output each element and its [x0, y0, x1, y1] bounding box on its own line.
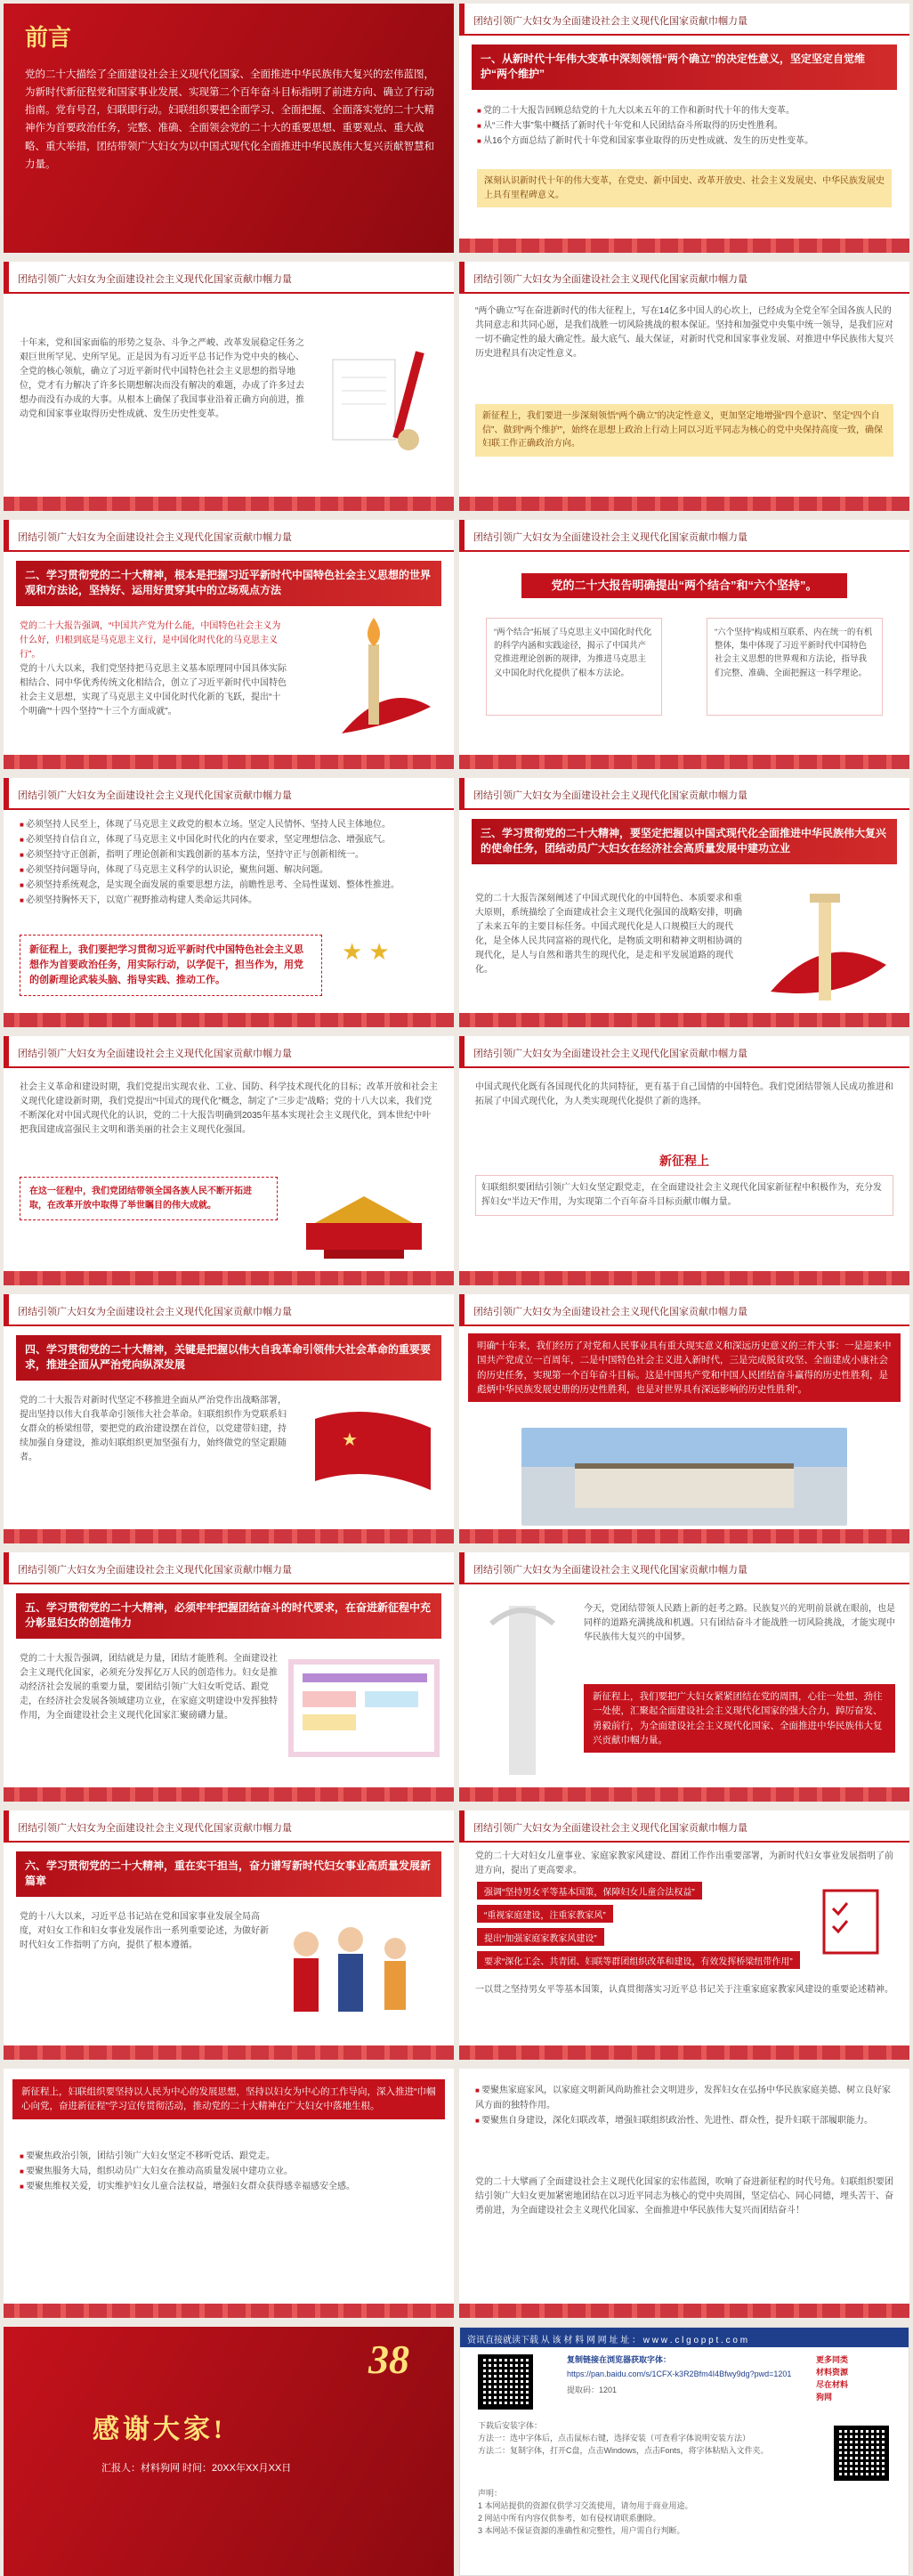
body-text: 十年来，党和国家面临的形势之复杂、斗争之严峻、改革发展稳定任务之艰巨世所罕见、史所罕见。正是因为有习近平总书记作为党中央的核心、全党的核心领航，确立了习近平新时代中国特色社会主义思想的指导地位，党才有力解决了许多长期想解决而没有解决的难题，办成了许多过去想办而没有办成的大事。从根本上确保了我国事业沿着正确方向前进，推动党和国家事业取得历史性成就、发生历史性变革。: [20, 338, 304, 419]
slide-header: 团结引领广大妇女为全面建设社会主义现代化国家贡献巾帼力量: [459, 778, 909, 810]
skyline-decoration: [4, 1013, 454, 1027]
highlight-box: 新征程上，我们要进一步深刻领悟“两个确立”的决定性意义，更加坚定地增强“四个意识”、坚定“四个自信”、做到“两个维护”，始终在思想上政治上行动上同以习近平同志为核心的党中央保持高度一致，确保妇联工作正确政治方向。: [475, 404, 893, 457]
slide-thanks: [4, 2327, 454, 2576]
key-statement-box: 在这一征程中，我们党团结带领全国各族人民不断开拓进取，在改革开放中取得了举世瞩目的伟大成就。: [20, 1177, 278, 1220]
skyline-decoration: [459, 2304, 909, 2318]
skyline-decoration: [4, 1529, 454, 1543]
slide-8: [459, 778, 909, 1027]
thanks-title: 感谢大家!: [93, 2415, 226, 2444]
slide-18: [459, 2069, 909, 2318]
slide-header: 团结引领广大妇女为全面建设社会主义现代化国家贡献巾帼力量: [4, 1552, 454, 1584]
slide-5: [4, 520, 454, 769]
body-text: 党的十八大以来，习近平总书记站在党和国家事业发展全局高度，对妇女工作和妇女事业发展作出一系列重要论述，为做好新时代妇女工作指明了方向，提供了根本遵循。: [20, 1912, 269, 1950]
slide-header: 团结引领广大妇女为全面建设社会主义现代化国家贡献巾帼力量: [4, 520, 454, 552]
slide-9: [4, 1036, 454, 1285]
six-adherences-box: “六个坚持”构成相互联系、内在统一的有机整体，集中体现了习近平新时代中国特色社会主义思想的世界观和方法论，指导我们完整、准确、全面把握这一科学理论。: [707, 618, 883, 716]
svg-text:★: ★: [342, 1430, 358, 1450]
slide-header: 团结引领广大妇女为全面建设社会主义现代化国家贡献巾帼力量: [4, 1810, 454, 1843]
key-point-2: “重视家庭建设，注重家教家风”: [477, 1905, 613, 1923]
ad-panel: [459, 2327, 909, 2576]
column-illustration: [473, 1588, 571, 1784]
section-title: 六、学习贯彻党的二十大精神，重在实干担当，奋力谱写新时代妇女事业高质量发展新篇章: [16, 1851, 441, 1897]
skyline-decoration: [4, 2045, 454, 2060]
skyline-decoration: [459, 1529, 909, 1543]
font-download-link[interactable]: https://pan.baidu.com/s/1CFX-k3R2Bfm4I4Bfwy9dg?pwd=1201: [567, 2369, 792, 2378]
slide-13: [4, 1552, 454, 1802]
slide-header: 团结引领广大妇女为全面建设社会主义现代化国家贡献巾帼力量: [4, 1294, 454, 1326]
skyline-decoration: [459, 239, 909, 253]
bullet-list: ■ 要聚焦家庭家风，以家庭文明新风尚助推社会文明进步，发挥妇女在弘扬中华民族家庭美德、树立良好家风方面的独特作用。 ■ 要聚焦自身建设，深化妇联改革，增强妇联组织政治性、先进性、群众性，提升妇联干部履职能力。: [475, 2083, 893, 2128]
highlight-box: 深刻认识新时代十年的伟大变革，在党史、新中国史、改革开放史、社会主义发展史、中华民族发展史上具有里程碑意义。: [477, 169, 892, 207]
combination-title: 党的二十大报告明确提出“两个结合”和“六个坚持”。: [521, 573, 847, 598]
red-statement-bar: 新征程上，我们要把广大妇女紧紧团结在党的周围，心往一处想、劲往一处使，汇聚起全面建设社会主义现代化国家的强大合力，踔厉奋发、勇毅前行，为全面建设社会主义现代化国家、全面推进中华民族伟大复兴贡献巾帼力量。: [584, 1684, 895, 1753]
foreword-body: 党的二十大描绘了全面建设社会主义现代化国家、全面推进中华民族伟大复兴的宏伟蓝图，为新时代新征程党和国家事业发展、实现第二个百年奋斗目标指明了前进方向、确立了行动指南。党有号召，妇联即行动。妇联组织要把全面学习、全面把握、全面落实党的二十大精神作为首要政治任务，完整、准确、全面领会党的二十大的重要思想、重要观点、重大战略、重大举措，团结带领广大妇女为以中国式现代化全面推进中华民族伟大复兴贡献智慧和力量。: [25, 69, 434, 170]
slide-header: 团结引领广大妇女为全面建设社会主义现代化国家贡献巾帼力量: [459, 1294, 909, 1326]
skyline-decoration: [459, 1787, 909, 1802]
red-quote-bar: 明确“十年来，我们经历了对党和人民事业具有重大现实意义和深远历史意义的三件大事：一是迎来中国共产党成立一百周年，二是中国特色社会主义进入新时代，三是完成脱贫攻坚、全面建成小康社会的历史任务，实现第一个百年奋斗目标。这是中国共产党和中国人民团结奋斗赢得的历史性胜利，是彪炳中华民族发展史册的历史性胜利，也是对世界具有深远影响的历史性胜利”。: [468, 1333, 901, 1402]
section-title: 三、学习贯彻党的二十大精神，要坚定把握以中国式现代化全面推进中华民族伟大复兴的使命任务，团结动员广大妇女在经济社会高质量发展中建功立业: [472, 819, 897, 864]
skyline-decoration: [4, 755, 454, 769]
key-statement-box: 新征程上，我们要把学习贯彻习近平新时代中国特色社会主义思想作为首要政治任务，用实际行动，以学促干，担当作为，用党的创新理论武装头脑、指导实践、推动工作。: [20, 935, 322, 996]
bullet-list: ■ 党的二十大报告回顾总结党的十九大以来五年的工作和新时代十年的伟大变革。 ■ 从“三件大事”集中概括了新时代十年党和人民团结奋斗所取得的历史性胜利。 ■ 从16个方面总结了新时代十年党和国家事业取得的历史性成就、发生的历史性变革。: [477, 103, 886, 149]
two-combinations-box: “两个结合”拓展了马克思主义中国化时代化的科学内涵和实践途径，揭示了中国共产党推进理论创新的规律，为推进马克思主义中国化时代化提供了根本方法论。: [486, 618, 662, 716]
body-text: 社会主义革命和建设时期，我们党提出实现农业、工业、国防、科学技术现代化的目标；改革开放和社会主义现代化建设新时期，我们党提出“中国式的现代化”概念，制定了“三步走”战略；党的十八大以来，我们党不断深化对中国式现代化的认识，党的二十大报告明确到2035年基本实现社会主义现代化，到本世纪中叶把我国建成富强民主文明和谐美丽的社会主义现代化强国。: [20, 1082, 438, 1135]
slide-15: [4, 1810, 454, 2060]
tablet-illustration: [288, 1659, 440, 1757]
slide-11: [4, 1294, 454, 1543]
slide-4: [459, 262, 909, 511]
font-tip: 复制链接在浏览器获取字体：: [567, 2355, 672, 2364]
torch-illustration: [306, 609, 440, 742]
new-journey-title: 新征程上: [659, 1155, 709, 1169]
slide-header: 团结引领广大妇女为全面建设社会主义现代化国家贡献巾帼力量: [459, 1810, 909, 1843]
foreword-title: 前言: [25, 25, 72, 51]
qr-code-icon[interactable]: [478, 2354, 533, 2410]
slide-foreword: [4, 4, 454, 253]
slide-12: [459, 1294, 909, 1543]
key-point-1: 强调“坚持男女平等基本国策，保障妇女儿童合法权益”: [477, 1882, 702, 1900]
skyline-decoration: [4, 497, 454, 511]
slide-3: [4, 262, 454, 511]
tail-text: 一以贯之坚持男女平等基本国策，认真贯彻落实习近平总书记关于注重家庭家教家风建设的重要论述精神。: [475, 1985, 893, 1995]
slide-header: 团结引领广大妇女为全面建设社会主义现代化国家贡献巾帼力量: [4, 262, 454, 294]
skyline-decoration: [459, 755, 909, 769]
flag-illustration: [306, 1392, 440, 1517]
slide-7: [4, 778, 454, 1027]
bullet-list: ■ 要聚焦政治引领，团结引领广大妇女坚定不移听党话、跟党走。 ■ 要聚焦服务大局，组织动员广大妇女在推动高质量发展中建功立业。 ■ 要聚焦维权关爱，切实维护妇女儿童合法权益，增强妇女群众获得感幸福感安全感。: [20, 2149, 438, 2194]
slide-16: [459, 1810, 909, 2060]
skyline-decoration: [459, 1271, 909, 1285]
stars-decoration: ★ ★: [342, 938, 390, 965]
slide-header: 团结引领广大妇女为全面建设社会主义现代化国家贡献巾帼力量: [4, 1036, 454, 1068]
checklist-icon: [815, 1882, 886, 1962]
quote-text: 党的二十大报告强调，“中国共产党为什么能，中国特色社会主义为什么好，归根到底是马克思主义行，是中国化时代化的马克思主义行”。: [20, 621, 281, 660]
body-text: 党的二十大报告强调，团结就是力量，团结才能胜利。全面建设社会主义现代化国家，必须充分发挥亿万人民的创造伟力。妇女是推动经济社会发展的重要力量，要团结引领广大妇女听党话、跟党走，在经济社会发展各领域建功立业，在家庭文明建设中发挥独特作用，为全面建设社会主义现代化国家汇聚磅礴力量。: [20, 1654, 278, 1721]
slide-header: 团结引领广大妇女为全面建设社会主义现代化国家贡献巾帼力量: [459, 1552, 909, 1584]
slide-header: 团结引领广大妇女为全面建设社会主义现代化国家贡献巾帼力量: [459, 520, 909, 552]
body-text: 党的十八大以来，我们党坚持把马克思主义基本原理同中国具体实际相结合、同中华优秀传统文化相结合，创立了习近平新时代中国特色社会主义思想，实现了马克思主义中国化时代化新的飞跃，提出“十个明确”“十四个坚持”“十三个方面成就”。: [20, 664, 287, 717]
slide-header: 团结引领广大妇女为全面建设社会主义现代化国家贡献巾帼力量: [459, 4, 909, 36]
key-point-3: 提出“加强家庭家教家风建设”: [477, 1928, 604, 1946]
body-text: 党的二十大报告对新时代坚定不移推进全面从严治党作出战略部署，提出坚持以伟大自我革命引领伟大社会革命。妇联组织作为党联系妇女群众的桥梁纽带，要把党的政治建设摆在首位，以党建带妇建，持续加强自身建设，推动妇联组织更加坚强有力，始终做党的坚定跟随者。: [20, 1396, 287, 1462]
new-journey-text: 妇联组织要团结引领广大妇女坚定跟党走，在全面建设社会主义现代化国家新征程中积极作为，充分发挥妇女“半边天”作用，为实现第二个百年奋斗目标贡献巾帼力量。: [475, 1175, 893, 1216]
qr-code-icon[interactable]: [834, 2426, 889, 2481]
tail-text: 党的二十大擘画了全面建设社会主义现代化国家的宏伟蓝图，吹响了奋进新征程的时代号角。妇联组织要团结引领广大妇女更加紧密地团结在以习近平同志为核心的党中央周围，坚定信心、同心同德，埋头苦干、奋勇前进，为全面建设社会主义现代化国家、全面推进中华民族伟大复兴而团结奋斗！: [475, 2177, 893, 2216]
slide-17: [4, 2069, 454, 2318]
qr-label: 更多同类 材料资源 尽在材料 狗网: [816, 2355, 849, 2402]
skyline-decoration: [459, 2045, 909, 2060]
tiananmen-illustration: [288, 1170, 440, 1268]
hall-photo: [521, 1428, 847, 1526]
section-title: 五、学习贯彻党的二十大精神，必须牢牢把握团结奋斗的时代要求，在奋进新征程中充分彰显妇女的创造伟力: [16, 1593, 441, 1639]
skyline-decoration: [4, 1271, 454, 1285]
body-text: “两个确立”写在奋进新时代的伟大征程上，写在14亿多中国人的心坎上，已经成为全党全军全国各族人民的共同意志和共同心愿，是我们战胜一切风险挑战的根本保证。坚持和加强党中央集中统一领导，是我们应对一切不确定性的最大确定性。最大底气、最大保证，对新时代党和国家事业发展、对推进中华民族伟大复兴历史进程具有决定性意义。: [475, 306, 893, 359]
disclaimer: 声明： 1 本网站提供的资源仅供学习交流使用，请勿用于商业用途。 2 网站中所有内容仅供参考，如有侵权请联系删除。 3 本网站不保证资源的准确性和完整性，用户需自行判断。: [478, 2489, 693, 2535]
key-point-4: 要求“深化工会、共青团、妇联等群团组织改革和建设，有效发挥桥梁纽带作用”: [477, 1951, 800, 1969]
skyline-decoration: [459, 497, 909, 511]
womens-day-number: 38: [368, 2337, 409, 2382]
extract-code: 提取码：1201: [567, 2386, 618, 2394]
pillar-illustration: [753, 876, 895, 1009]
body-text: 党的二十大对妇女儿童事业、家庭家教家风建设、群团工作作出重要部署，为新时代妇女事业发展指明了前进方向，提出了更高要求。: [475, 1851, 893, 1875]
section-title: 一、从新时代十年伟大变革中深刻领悟“两个确立”的决定性意义，坚定坚定自觉维护“两个维护”: [472, 45, 897, 90]
skyline-decoration: [459, 1013, 909, 1027]
slide-10: [459, 1036, 909, 1285]
body-text: 今天，党团结带领人民踏上新的赶考之路。民族复兴的光明前景就在眼前，也是同样的道路充满挑战和机遇。只有团结奋斗才能战胜一切风险挑战，才能实现中华民族伟大复兴的中国梦。: [584, 1604, 895, 1642]
slide-2: [459, 4, 909, 253]
body-text: 中国式现代化既有各国现代化的共同特征，更有基于自己国情的中国特色。我们党团结带领人民成功推进和拓展了中国式现代化，为人类实现现代化提供了新的选择。: [475, 1082, 893, 1106]
skyline-decoration: [4, 2304, 454, 2318]
section-title: 四、学习贯彻党的二十大精神，关键是把握以伟大自我革命引领伟大社会革命的重要要求，推进全面从严治党向纵深发展: [16, 1335, 441, 1381]
slide-header: 团结引领广大妇女为全面建设社会主义现代化国家贡献巾帼力量: [459, 1036, 909, 1068]
stationery-illustration: [324, 324, 440, 458]
skyline-decoration: [4, 1787, 454, 1802]
red-statement-bar: 新征程上，妇联组织要坚持以人民为中心的发展思想，坚持以妇女为中心的工作导向，深入推进“巾帼心向党，奋进新征程”学习宣传贯彻活动，推动党的二十大精神在广大妇女中落地生根。: [12, 2079, 445, 2119]
slide-header: 团结引领广大妇女为全面建设社会主义现代化国家贡献巾帼力量: [459, 262, 909, 294]
slide-header: 团结引领广大妇女为全面建设社会主义现代化国家贡献巾帼力量: [4, 778, 454, 810]
presenter-info: 汇报人：材料狗网 时间：20XX年XX月XX日: [101, 2463, 292, 2474]
install-steps: 下载后安装字体： 方法一：选中字体后，点击鼠标右键，选择安装（可查看字体说明安装方法） 方法二：复制字体，打开C盘，点击Windows，点击Fonts，将字体粘贴入文件夹。: [478, 2421, 769, 2455]
slide-14: [459, 1552, 909, 1802]
body-text: 党的二十大报告深刻阐述了中国式现代化的中国特色、本质要求和重大原则，系统描绘了全面建成社会主义现代化强国的战略安排，明确了未来五年的主要目标任务。中国式现代化是人口规模巨大的现代化，是全体人民共同富裕的现代化，是物质文明和精神文明相协调的现代化，是人与自然和谐共生的现代化，是走和平发展道路的现代化。: [475, 894, 742, 975]
slide-6: [459, 520, 909, 769]
ad-header: 资讯直接就读下载 从 该 材 料 网 网 址 址 ： w w w . c l g o p p t . c o m: [460, 2328, 909, 2347]
section-title: 二、学习贯彻党的二十大精神，根本是把握习近平新时代中国特色社会主义思想的世界观和方法论，坚持好、运用好贯穿其中的立场观点方法: [16, 561, 441, 606]
family-illustration: [271, 1908, 440, 2042]
bullet-list: ■ 必须坚持人民至上，体现了马克思主义政党的根本立场。坚定人民情怀、坚持人民主体地位。 ■ 必须坚持自信自立，体现了马克思主义中国化时代化的内在要求，坚定理想信念、增强底气。 ■ 必须坚持守正创新，指明了理论创新和实践创新的基本方法，坚持守正与创新相统一。 ■ 必须坚持问题导向，体现了马克思主义科学的认识论，聚焦问题、解决问题。 ■ 必须坚持系统观念，是实现全面发展的重要思想方法，前瞻性思考、全局性谋划、整体性推进。 ■ 必须坚持胸怀天下，以宽广视野推动构建人类命运共同体。: [20, 817, 438, 908]
